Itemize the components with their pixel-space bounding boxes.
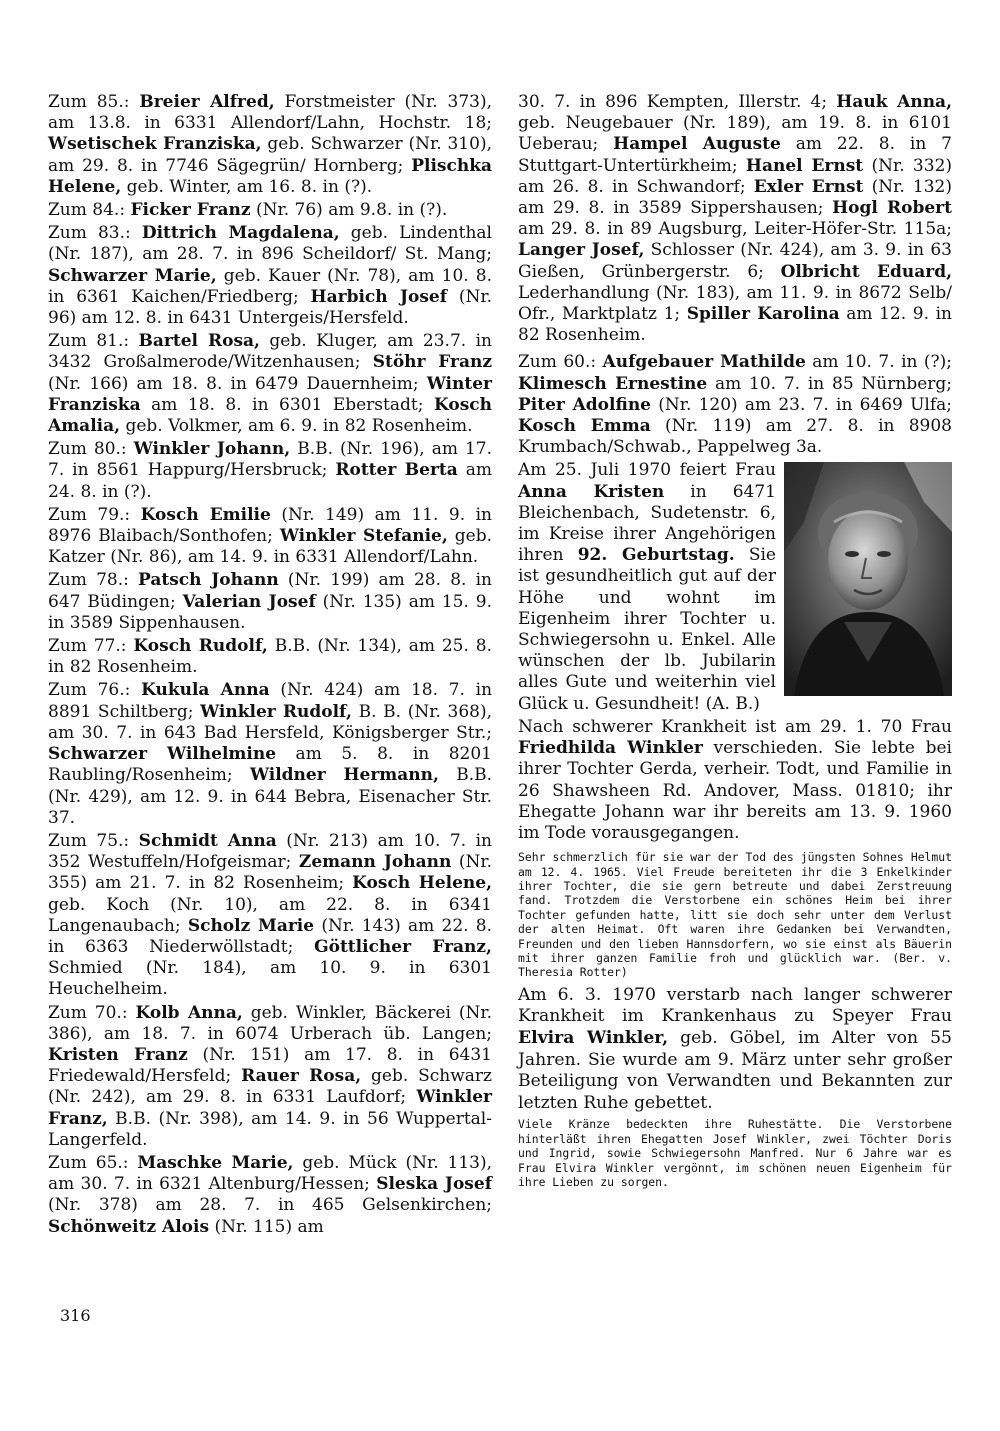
entry-text: (Nr. 132) am 29. 8. in 3589 Sippershausen; <box>518 176 952 219</box>
birthday-entry <box>48 680 492 828</box>
person-name: Kukula Anna <box>141 680 270 701</box>
birthday-entry <box>518 92 952 346</box>
entry-text: Zum 78.: <box>48 570 139 591</box>
person-name: Kosch Emma <box>518 416 651 437</box>
person-name: Winkler Rudolf, <box>200 701 352 722</box>
person-name: Hanel Ernst <box>745 155 864 176</box>
person-name: Hauk Anna, <box>836 92 952 112</box>
person-name: Zemann Johann <box>298 852 452 873</box>
person-name: Winter Franziska <box>48 373 492 415</box>
birthday-entry <box>48 1153 492 1238</box>
entry-text: geb. Volkmer, am 6. 9. in 82 Rosenheim. <box>120 416 473 437</box>
right-column-entries <box>518 92 952 458</box>
left-column <box>48 92 492 1238</box>
entry-text: geb. Lindenthal (Nr. 187), am 28. 7. in 896 Scheildorf/ St. Mang; <box>48 223 492 265</box>
entry-text: (Nr. 424) am 18. 7. in 8891 Schiltberg; <box>48 680 493 722</box>
obituary-elvira-winkler <box>518 985 952 1115</box>
person-name: Winkler Stefanie, <box>279 526 448 547</box>
portrait-photo <box>784 462 952 696</box>
entry-text: geb. Göbel, im Alter von 55 Jahren. Sie wurde am 9. März unter sehr großer Beteiligung von Verwandten und Bekannten zur letzten Ruhe gebettet. <box>518 1027 952 1113</box>
entry-text: am 5. 8. in 8201 Raubling/Rosenheim; <box>48 744 492 786</box>
entry-text: (Nr. 151) am 17. 8. in 6431 Friedewald/Hersfeld; <box>48 1044 492 1087</box>
entry-text: Zum 65.: <box>48 1152 138 1173</box>
person-name: Plischka Helene, <box>48 155 492 197</box>
person-name: Anna Kristen <box>518 481 665 502</box>
entry-text: (Nr. 76) am 9.8. in (?). <box>250 200 448 221</box>
birthday-entry <box>48 439 492 503</box>
entry-text: geb. Neugebauer (Nr. 189), am 19. 8. in 6101 Ueberau; <box>518 113 952 155</box>
person-name: Kolb Anna, <box>135 1002 243 1023</box>
entry-text: (Nr. 115) am <box>209 1216 324 1237</box>
birthday-entry <box>48 92 492 198</box>
person-name: Wildner Hermann, <box>249 765 439 786</box>
entry-text: geb. Katzer (Nr. 86), am 14. 9. in 6331 Allendorf/Lahn. <box>48 526 492 568</box>
entry-text: geb. Schwarz (Nr. 242), am 29. 8. in 6331 Laufdorf; <box>48 1066 492 1108</box>
entry-text: am 10. 7. in 85 Nürnberg; <box>707 373 952 394</box>
entry-text: (Nr. 119) am 27. 8. in 8908 Krumbach/Schwab., Pappelweg 3a. <box>518 416 952 458</box>
entry-text: (Nr. 149) am 11. 9. in 8976 Blaibach/Sonthofen; <box>48 504 493 547</box>
entry-text: Zum 84.: <box>48 200 131 221</box>
entry-text: am 18. 8. in 6301 Eberstadt; <box>140 394 434 415</box>
birthday-entry <box>48 636 492 678</box>
person-name: Exler Ernst <box>753 176 864 197</box>
person-name: Kosch Helene, <box>352 873 493 894</box>
person-name: Kosch Emilie <box>140 504 271 525</box>
entry-text: Zum 79.: <box>48 504 141 525</box>
birthday-entry <box>48 200 492 221</box>
person-name: Klimesch Ernestine <box>518 373 708 394</box>
person-name: Olbricht Eduard, <box>780 261 953 282</box>
entry-text: Nach schwerer Krankheit ist am 29. 1. 70 Frau <box>518 716 952 737</box>
entry-text: Zum 81.: <box>48 331 139 352</box>
person-name: Kosch Amalia, <box>48 394 492 437</box>
person-name: Dittrich Magdalena, <box>141 223 340 244</box>
person-name: Wsetischek Franziska, <box>48 134 262 155</box>
entry-text: (Nr. 355) am 21. 7. in 82 Rosenheim; <box>48 852 493 894</box>
person-name: Winkler Franz, <box>48 1087 492 1129</box>
entry-text: verschieden. Sie lebte bei ihrer Tochter Gerda, verheir. Todt, und Familie in 26 Shawsheen Rd. Andover, Mass. 01810; ihr Ehegatte Johann war ihr bereits am 13. 9. 1960 im Tode vorausgegangen. <box>518 738 952 843</box>
person-name: Elvira Winkler, <box>518 1027 669 1048</box>
entry-text: (Nr. 135) am 15. 9. in 3589 Sippenhausen. <box>48 591 492 633</box>
birthday-entry <box>48 505 492 569</box>
person-name: Schwarzer Wilhelmine <box>48 744 277 765</box>
entry-text: (Nr. 96) am 12. 8. in 6431 Untergeis/Hersfeld. <box>48 286 493 329</box>
entry-text: am 22. 8. in 7 Stuttgart-Untertürkheim; <box>518 134 952 176</box>
obituary-elvira-winkler-report: Viele Kränze bedeckten ihre Ruhestätte. Die Verstorbene hinterläßt ihren Ehegatten Josef Winkler, zwei Töchter Doris und Ingrid, sowie Schwiegersohn Manfred. Nur 6 Jahre war es Frau Elvira Winkler vergönnt, im schönen neuen Eigenheim für ihre Lieben zu sorgen. <box>518 1117 952 1189</box>
birthday-notice <box>518 460 952 714</box>
person-name: Spiller Karolina <box>686 304 840 325</box>
entry-text: Zum 77.: <box>48 636 134 657</box>
entry-text: B.B. (Nr. 398), am 14. 9. in 56 Wuppertal-Langerfeld. <box>48 1108 492 1150</box>
entry-text: geb. Kluger, am 23.7. in 3432 Großalmerode/Witzenhausen; <box>48 331 493 373</box>
entry-text: Lederhandlung (Nr. 183), am 11. 9. in 8672 Selb/ Ofr., Marktplatz 1; <box>518 282 952 325</box>
entry-text: Zum 75.: <box>48 830 139 851</box>
person-name: Valerian Josef <box>182 591 316 612</box>
portrait-image <box>784 462 952 696</box>
entry-text: (Nr. 213) am 10. 7. in 352 Westuffeln/Hofgeismar; <box>48 830 492 873</box>
birthday-entry <box>48 223 492 329</box>
entry-text: B.B. (Nr. 134), am 25. 8. in 82 Rosenheim. <box>48 636 492 678</box>
person-name: Kosch Rudolf, <box>133 636 268 657</box>
entry-text: geb. Kauer (Nr. 78), am 10. 8. in 6361 Kaichen/Friedberg; <box>48 265 492 307</box>
obituary-friedhilda-winkler <box>518 717 952 844</box>
obituary-friedhilda-winkler-report: Sehr schmerzlich für sie war der Tod des jüngsten Sohnes Helmut am 12. 4. 1965. Viel Freude bereiteten ihr die 3 Enkelkinder ihrer Tochter, die sie gern betreute und dabei Zerstreuung fand. Trotzdem die Verstorbene ein schönes Heim bei ihrer Tochter gefunden hatte, litt sie doch sehr unter dem Verlust der alten Heimat. Oft waren ihre Gedanken bei Verwandten, Freunden und den lieben Hannsdorfern, wo sie einst als Bäuerin mit ihrer ganzen Familie froh und glücklich war. (Ber. v. Theresia Rotter) <box>518 850 952 980</box>
entry-text: geb. Winkler, Bäckerei (Nr. 386), am 18. 7. in 6074 Urberach üb. Langen; <box>48 1002 493 1044</box>
person-name: Sleska Josef <box>376 1174 493 1195</box>
entry-text: (Nr. 143) am 22. 8. in 6363 Niederwöllstadt; <box>48 915 493 957</box>
person-name: Scholz Marie <box>187 915 315 936</box>
birthday-entry <box>48 831 492 1001</box>
entry-text: am 12. 9. in 82 Rosenheim. <box>518 304 952 346</box>
person-name: Aufgebauer Mathilde <box>602 352 806 373</box>
birthday-entry <box>518 352 952 458</box>
entry-text: am 10. 7. in (?); <box>805 352 953 373</box>
entry-text: Am 6. 3. 1970 verstarb nach langer schwerer Krankheit im Krankenhaus zu Speyer Frau <box>518 984 952 1027</box>
person-name: Göttlicher Franz, <box>314 936 492 957</box>
birthday-entry <box>48 570 492 634</box>
entry-text: Zum 60.: <box>518 352 603 373</box>
entry-text: Am 25. Juli 1970 feiert Frau <box>518 460 776 481</box>
person-name: Maschke Marie, <box>137 1152 294 1173</box>
person-name: Friedhilda Winkler <box>518 738 703 759</box>
entry-text: 30. 7. in 896 Kempten, Illerstr. 4; <box>518 92 837 112</box>
person-name: Breier Alfred, <box>139 92 275 112</box>
person-name: Schönweitz Alois <box>48 1216 210 1237</box>
right-column <box>518 92 952 1189</box>
person-name: Harbich Josef <box>310 286 448 307</box>
entry-text: Forstmeister (Nr. 373), am 13.8. in 6331 Allendorf/Lahn, Hochstr. 18; <box>48 92 492 134</box>
person-name: Kristen Franz <box>48 1044 188 1065</box>
entry-text: (Nr. 199) am 28. 8. in 647 Büdingen; <box>48 570 493 612</box>
birthday-entry <box>48 1003 492 1151</box>
person-name: Stöhr Franz <box>372 352 492 373</box>
person-name: Bartel Rosa, <box>138 331 260 352</box>
person-name: Hampel Auguste <box>613 134 781 155</box>
entry-text: am 29. 8. in 89 Augsburg, Leiter-Höfer-Str. 115a; <box>518 219 952 240</box>
entry-text: (Nr. 166) am 18. 8. in 6479 Dauernheim; <box>48 373 427 394</box>
entry-text: (Nr. 120) am 23. 7. in 6469 Ulfa; <box>651 394 952 415</box>
entry-text: (Nr. 378) am 28. 7. in 465 Gelsenkirchen; <box>48 1195 492 1216</box>
entry-text: geb. Mück (Nr. 113), am 30. 7. in 6321 Altenburg/Hessen; <box>48 1152 492 1195</box>
person-name: Piter Adolfine <box>518 394 651 415</box>
entry-text: B.B. (Nr. 196), am 17. 7. in 8561 Happurg/Hersbruck; <box>48 439 493 481</box>
entry-text: (Nr. 332) am 26. 8. in Schwandorf; <box>518 155 953 197</box>
person-name: Hogl Robert <box>832 198 952 219</box>
page-number: 316 <box>60 1306 91 1325</box>
entry-text: B. B. (Nr. 368), am 30. 7. in 643 Bad Hersfeld, Königsberger Str.; <box>48 701 493 743</box>
entry-text: Schmied (Nr. 184), am 10. 9. in 6301 Heuchelheim. <box>48 958 492 1000</box>
entry-text: geb. Winter, am 16. 8. in (?). <box>121 176 373 197</box>
person-name: Rauer Rosa, <box>241 1066 362 1087</box>
person-name: Ficker Franz <box>130 200 251 221</box>
entry-text: Zum 70.: <box>48 1002 136 1023</box>
entry-text: in 6471 Bleichenbach, Sudetenstr. 6, im Kreise ihrer Angehörigen ihren <box>518 481 776 566</box>
entry-text: B.B. (Nr. 429), am 12. 9. in 644 Bebra, Eisenacher Str. 37. <box>48 765 493 828</box>
person-name: Winkler Johann, <box>133 439 291 460</box>
person-name: Rotter Berta <box>335 460 458 481</box>
entry-text: Schlosser (Nr. 424), am 3. 9. in 63 Gießen, Grünbergerstr. 6; <box>518 240 952 282</box>
person-name: 92. Geburtstag. <box>577 545 735 566</box>
entry-text: Zum 85.: <box>48 92 140 112</box>
person-name: Schmidt Anna <box>138 830 277 851</box>
entry-text: Zum 83.: <box>48 223 142 244</box>
entry-text: geb. Koch (Nr. 10), am 22. 8. in 6341 Langenaubach; <box>48 894 492 936</box>
entry-text: Zum 76.: <box>48 680 142 701</box>
entry-text: geb. Schwarzer (Nr. 310), am 29. 8. in 7746 Sägegrün/ Hornberg; <box>48 134 492 176</box>
person-name: Patsch Johann <box>138 570 279 591</box>
entry-text: Sie ist gesundheitlich gut auf der Höhe und wohnt im Eigenheim ihrer Tochter u. Schwiegersohn u. Enkel. Alle wünschen der lb. Jubilarin alles Gute und weiterhin viel Glück u. Gesundheit! (A. B.) <box>518 545 776 714</box>
entry-text: am 24. 8. in (?). <box>48 460 493 502</box>
entry-text: Zum 80.: <box>48 439 134 460</box>
birthday-entry <box>48 331 492 437</box>
person-name: Schwarzer Marie, <box>48 265 217 286</box>
person-name: Langer Josef, <box>518 240 645 261</box>
